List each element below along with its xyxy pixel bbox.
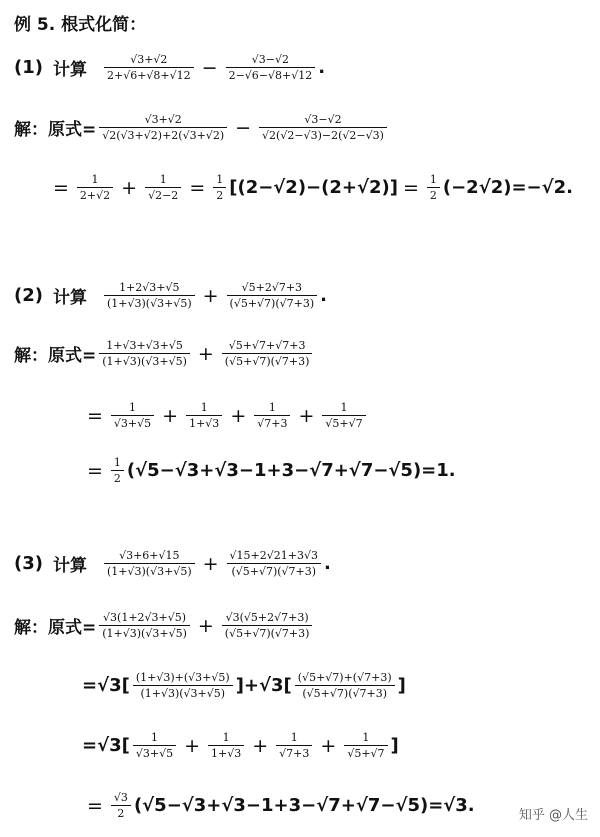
part3-solution-step3 (82, 730, 399, 761)
part3-s3-frac2 (208, 730, 244, 761)
part1-half-2 (427, 172, 440, 203)
fraction-denominator: (1+√3)(√3+√5) (106, 565, 192, 578)
part1-result: (−2√2)=−√2. (442, 177, 573, 198)
part3-s2-prefix: =√3[ (82, 675, 130, 696)
part3-result: (√5−√3+√3−1+3−√7+√7−√5)=√3. (133, 795, 475, 816)
fraction-numerator: 1 (222, 731, 230, 744)
fraction-numerator: 1 (91, 173, 99, 186)
fraction-denominator: 2+√6+√8+√12 (106, 69, 191, 82)
part2-s2-frac1 (111, 400, 154, 431)
fraction-denominator: (1+√3)(√3+√5) (140, 687, 226, 700)
minus-sign: − (201, 56, 218, 79)
fraction-denominator: √3+√5 (135, 747, 174, 760)
period: . (318, 57, 326, 78)
fraction-denominator: 2 (429, 189, 437, 202)
part2-s2-frac2 (186, 400, 222, 431)
equals-sign: = (53, 176, 69, 199)
fraction-denominator: √7+3 (279, 747, 310, 760)
fraction-numerator: √3+√2 (144, 113, 182, 126)
part2-solution-step3 (82, 455, 456, 486)
fraction-numerator: 1 (216, 173, 224, 186)
fraction-numerator: 1 (362, 731, 370, 744)
fraction-denominator: √5+√7 (347, 747, 385, 760)
equals-sign: = (189, 176, 206, 199)
part1-q-frac1 (104, 52, 194, 83)
fraction-denominator: √5+√7 (325, 417, 363, 430)
part3-s1-frac1 (99, 610, 190, 641)
plus-sign: + (197, 614, 214, 637)
fraction-numerator: 1 (150, 731, 158, 744)
fraction-numerator: √3+√2 (130, 53, 168, 66)
part2-solution-step2 (82, 400, 369, 431)
plus-sign: + (197, 342, 214, 365)
fraction-denominator: √2(√2−√3)−2(√2−√3) (262, 129, 384, 142)
plus-sign: + (162, 404, 179, 427)
part3-compute: 计算 (52, 556, 87, 576)
fraction-numerator: 1 (340, 401, 348, 414)
part3-solution-step4 (82, 790, 475, 821)
plus-sign: + (184, 734, 200, 757)
fraction-denominator: 2 (113, 472, 121, 485)
fraction-numerator: √3−√2 (304, 113, 342, 126)
fraction-denominator: 1+√3 (211, 747, 242, 760)
fraction-numerator: √3(√5+2√7+3) (225, 611, 309, 624)
fraction-denominator: (√5+√7)(√7+3) (224, 627, 310, 640)
fraction-denominator: (1+√3)(√3+√5) (106, 297, 192, 310)
part3-s2-frac2 (295, 670, 395, 701)
part2-result: (√5−√3+√3−1+3−√7+√7−√5)=1. (126, 460, 456, 481)
fraction-numerator: √3−√2 (251, 53, 290, 66)
part1-half (213, 172, 226, 203)
minus-sign: − (235, 116, 252, 139)
part2-q-frac2 (227, 280, 318, 311)
fraction-denominator: √2(√3+√2)+2(√3+√2) (102, 129, 225, 142)
fraction-numerator: 1 (429, 173, 437, 186)
part2-q-frac1 (104, 280, 195, 311)
plus-sign: + (121, 176, 138, 199)
part2-half (111, 455, 124, 486)
plus-sign: + (230, 404, 247, 427)
fraction-numerator: 1 (113, 456, 121, 469)
equals-sign: = (87, 459, 103, 482)
example-title-text: 例 5. 根式化简： (14, 15, 147, 35)
fraction-numerator: 1 (159, 173, 167, 186)
fraction-numerator: √3 (113, 791, 128, 804)
part3-s2-mid: ]+√3[ (235, 675, 292, 696)
part3-s3-close: ] (390, 735, 399, 756)
part3-s4-frac (111, 790, 131, 821)
equals-sign: = (402, 176, 419, 199)
fraction-denominator: √7+3 (257, 417, 288, 430)
part1-question (14, 52, 325, 83)
part1-s1-frac2 (259, 112, 387, 143)
plus-sign: + (252, 734, 269, 757)
fraction-numerator: √15+2√21+3√3 (229, 549, 318, 562)
fraction-denominator: (√5+√7)(√7+3) (231, 565, 317, 578)
part2-label: (2) (14, 285, 43, 306)
fraction-numerator: (√5+√7)+(√7+3) (297, 671, 392, 684)
fraction-numerator: 1 (200, 401, 208, 414)
solution-label: 解：原式= (14, 618, 97, 638)
part3-s3-frac1 (133, 730, 176, 761)
part2-s1-frac2 (222, 338, 313, 369)
plus-sign: + (202, 552, 219, 575)
fraction-numerator: 1+√3+√3+√5 (106, 339, 183, 352)
fraction-numerator: 1 (268, 401, 276, 414)
fraction-numerator: √5+√7+√7+3 (228, 339, 306, 352)
part3-q-frac2 (227, 548, 321, 579)
plus-sign: + (298, 404, 315, 427)
equals-sign: = (87, 794, 103, 817)
fraction-denominator: 2+√2 (79, 189, 111, 202)
fraction-denominator: 2 (117, 807, 125, 820)
part3-solution-step2 (82, 670, 406, 701)
solution-label: 解：原式= (14, 346, 97, 366)
part1-label: (1) (14, 57, 43, 78)
fraction-denominator: (1+√3)(√3+√5) (102, 355, 187, 368)
period: . (323, 553, 331, 574)
solution-label: 解：原式= (14, 120, 97, 140)
part3-s1-frac2 (222, 610, 313, 641)
fraction-numerator: 1 (129, 401, 137, 414)
part1-s1-frac1 (99, 112, 227, 143)
part1-q-frac2 (226, 52, 316, 83)
part2-s2-frac3 (254, 400, 290, 431)
example-title (14, 10, 146, 35)
part1-bracket-expr: [(2−√2)−(2+√2)] (229, 177, 398, 198)
fraction-denominator: (1+√3)(√3+√5) (102, 627, 187, 640)
fraction-denominator: (√5+√7)(√7+3) (224, 355, 310, 368)
plus-sign: + (202, 284, 219, 307)
equals-sign: = (87, 404, 103, 427)
part2-solution-step1 (14, 338, 315, 369)
part2-question (14, 280, 327, 311)
part3-q-frac1 (104, 548, 195, 579)
part2-compute: 计算 (52, 288, 87, 308)
fraction-numerator: √3(1+2√3+√5) (103, 611, 187, 624)
part3-s3-frac4 (344, 730, 387, 761)
part1-s2-frac2 (145, 172, 181, 203)
part2-s2-frac4 (322, 400, 365, 431)
part1-solution-step2 (48, 172, 573, 203)
part3-question (14, 548, 331, 579)
period: . (320, 285, 327, 306)
fraction-denominator: 2−√6−√8+√12 (228, 69, 313, 82)
plus-sign: + (320, 734, 337, 757)
fraction-denominator: √2−2 (148, 189, 179, 202)
part3-s2-close: ] (397, 675, 406, 696)
part1-s2-frac1 (77, 172, 113, 203)
fraction-denominator: (√5+√7)(√7+3) (229, 297, 315, 310)
part3-s3-frac3 (276, 730, 312, 761)
fraction-denominator: (√5+√7)(√7+3) (302, 687, 387, 700)
fraction-denominator: 2 (216, 189, 224, 202)
part1-compute: 计算 (52, 60, 87, 80)
fraction-numerator: 1+2√3+√5 (119, 281, 180, 294)
part2-s1-frac1 (99, 338, 190, 369)
fraction-denominator: 1+√3 (189, 417, 220, 430)
part1-solution-step1 (14, 112, 390, 143)
part3-s3-prefix: =√3[ (82, 735, 130, 756)
fraction-numerator: 1 (290, 731, 298, 744)
fraction-numerator: √5+2√7+3 (241, 281, 303, 294)
fraction-denominator: √3+√5 (113, 417, 152, 430)
fraction-numerator: √3+6+√15 (119, 549, 180, 562)
fraction-numerator: (1+√3)+(√3+√5) (135, 671, 230, 684)
part3-solution-step1 (14, 610, 315, 641)
watermark: 知乎 @人生 (518, 808, 588, 823)
part3-s2-frac1 (133, 670, 233, 701)
part3-label: (3) (14, 553, 43, 574)
